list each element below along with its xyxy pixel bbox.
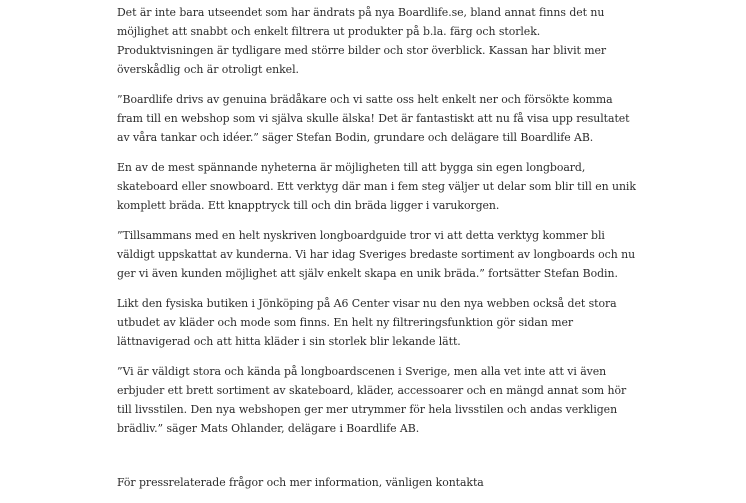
paragraph-quote-longboardguide: ”Tillsammans med en helt nyskriven longboardguide tror vi att detta verktyg kommer bli väldigt uppskattat av kunderna. Vi har idag Sveriges bredaste sortiment av longboards och nu ger vi även kunden möjlighet att själv enkelt skapa en unik bräda.” fortsätter Stefan Bodin.	[117, 229, 636, 280]
paragraph-store-clothing: Likt den fysiska butiken i Jönköping på A6 Center visar nu den nya webben också det stora utbudet av kläder och mode som finns. En helt ny filtreringsfunktion gör sidan mer lättnavigerad och att hitta kläder i sin storlek blir lekande lätt.	[117, 297, 617, 348]
paragraph-quote-stefan: ”Boardlife drivs av genuina brädåkare och vi satte oss helt enkelt ner och försökte komma fram till en webshop som vi själva skulle älska! Det är fantastiskt att nu få visa upp resultatet av våra tankar och idéer.” säger Stefan Bodin, grundare och delägare till Boardlife AB.	[117, 93, 630, 144]
paragraph-quote-mats: ”Vi är väldigt stora och kända på longboardscenen i Sverige, men alla vet inte att vi även erbjuder ett brett sortiment av skateboard, kläder, accessoarer och en mängd annat som hör till livsstilen. Den nya webshopen ger mer utrymmer för hela livsstilen och andas verkligen brädliv.” säger Mats Ohlander, delägare i Boardlife AB.	[117, 365, 627, 435]
press-release-body	[117, 3, 637, 503]
paragraph-board-builder: En av de mest spännande nyheterna är möjligheten till att bygga sin egen longboard, skateboard eller snowboard. Ett verktyg där man i fem steg väljer ut delar som blir till en unik komplett bräda. Ett knapptryck till och din bräda ligger i varukorgen.	[117, 161, 636, 212]
paragraph-filtering: Det är inte bara utseendet som har ändrats på nya Boardlife.se, bland annat finns det nu möjlighet att snabbt och enkelt filtrera ut produkter på b.la. färg och storlek. Produktvisningen är tydligare med större bilder och stor överblick. Kassan har blivit mer överskådlig och är otroligt enkel.	[117, 6, 607, 76]
press-contact-line: För pressrelaterade frågor och mer information, vänligen kontakta	[117, 476, 484, 489]
